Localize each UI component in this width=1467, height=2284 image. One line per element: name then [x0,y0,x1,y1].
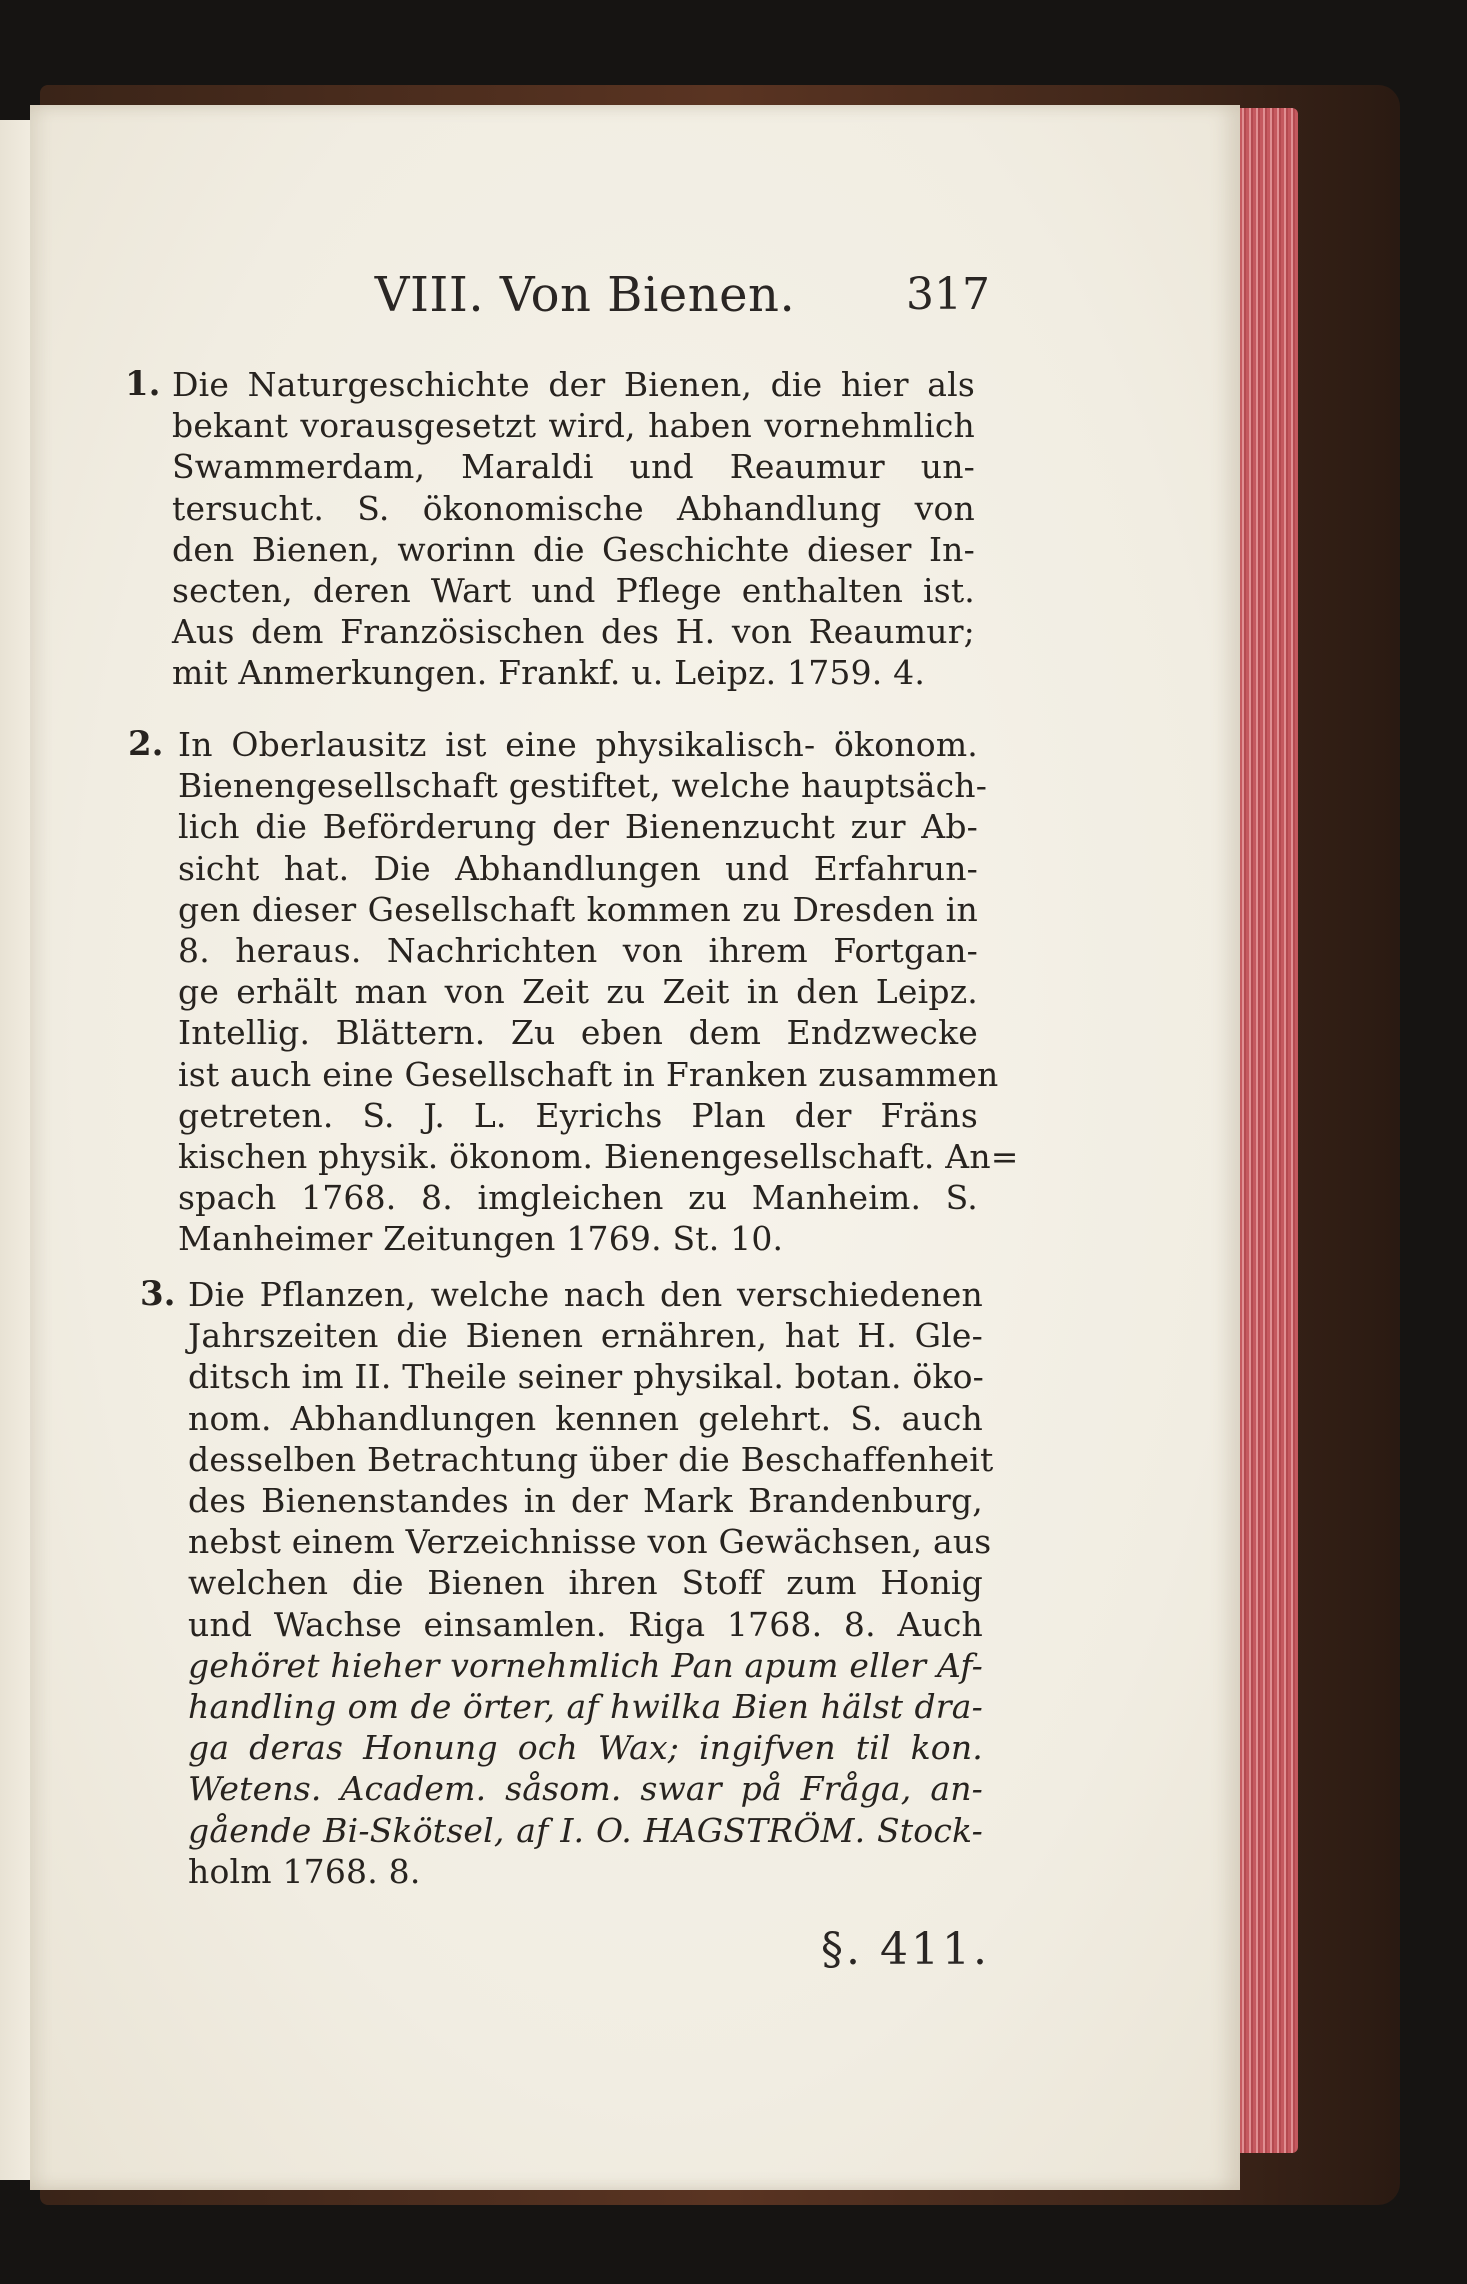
text-line: getreten. S. J. L. Eyrichs Plan der Fräns [178,1095,978,1135]
text-line: 8. heraus. Nachrichten von ihrem Fortgan- [178,931,978,971]
text-line: des Bienenstandes in der Mark Brandenburg, [188,1481,983,1521]
text-line: Wetens. Academ. såsom. swar på Fråga, an- [188,1769,983,1809]
text-line: sicht hat. Die Abhandlungen und Erfahrun- [178,848,978,888]
text-line: ga deras Honung och Wax; ingifven til kon. [188,1728,983,1768]
text-line: handling om de örter, af hwilka Bien hälst dra- [188,1687,983,1727]
entry-number: 2. [128,724,164,764]
entry-1 [125,364,975,694]
text-line: ge erhält man von Zeit zu Zeit in den Leipz. [178,972,978,1012]
text-line: mit Anmerkungen. Frankf. u. Leipz. 1759. 4. [172,653,926,693]
text-line: welchen die Bienen ihren Stoff zum Honig [188,1563,983,1603]
text-line: Swammerdam, Maraldi und Reaumur un- [172,447,975,487]
text-line: bekant vorausgesetzt wird, haben vornehmlich [172,406,975,446]
text-line: holm 1768. 8. [188,1851,421,1891]
text-line: nom. Abhandlungen kennen gelehrt. S. auch [188,1398,983,1438]
text-line: Die Pflanzen, welche nach den verschiedenen [188,1275,983,1314]
text-line: Manheimer Zeitungen 1769. St. 10. [178,1219,784,1259]
text-line: den Bienen, worinn die Geschichte dieser In- [172,529,975,569]
entry-number: 3. [140,1274,176,1314]
running-head-title: VIII. Von Bienen. [374,267,796,323]
entry-number: 1. [125,364,161,404]
text-line: lich die Beförderung der Bienenzucht zur Ab- [178,807,978,847]
text-line: Bienengesellschaft gestiftet, welche hauptsäch- [178,766,988,806]
entry-3 [140,1274,994,1892]
text-line: desselben Betrachtung über die Beschaffenheit [188,1439,994,1479]
text-line: spach 1768. 8. imgleichen zu Manheim. S. [178,1178,978,1218]
text-line: und Wachse einsamlen. Riga 1768. 8. Auch [188,1604,983,1644]
facing-page-edge [0,120,30,2180]
text-line: In Oberlausitz ist eine physikalisch- ökonom. [178,725,978,764]
page-number: 317 [906,269,990,320]
text-line: secten, deren Wart und Pflege enthalten ist. [172,571,975,611]
text-line: Aus dem Französischen des H. von Reaumur; [172,612,975,652]
text-line: ditsch im II. Theile seiner physikal. botan. öko- [188,1357,985,1397]
running-head [180,255,990,335]
text-line: nebst einem Verzeichnisse von Gewächsen, aus [188,1522,992,1562]
text-line: gen dieser Gesellschaft kommen zu Dresden in [178,889,978,929]
catchword: §. 411. [821,1924,990,1975]
text-line: ist auch eine Gesellschaft in Franken zusammen [178,1054,999,1094]
entry-2 [128,724,1019,1260]
text-line: Die Naturgeschichte der Bienen, die hier als [172,365,975,404]
text-line: Jahrszeiten die Bienen ernähren, hat H. Gle- [188,1316,983,1356]
text-line: tersucht. S. ökonomische Abhandlung von [172,488,975,528]
text-line: gående Bi-Skötsel, af I. O. HAGSTRÖM. Stock- [188,1810,983,1850]
text-line: Intellig. Blättern. Zu eben dem Endzwecke [178,1013,978,1053]
text-line: gehöret hieher vornehmlich Pan apum eller Af- [188,1645,984,1685]
text-line: kischen physik. ökonom. Bienengesellschaft. An= [178,1137,1019,1177]
